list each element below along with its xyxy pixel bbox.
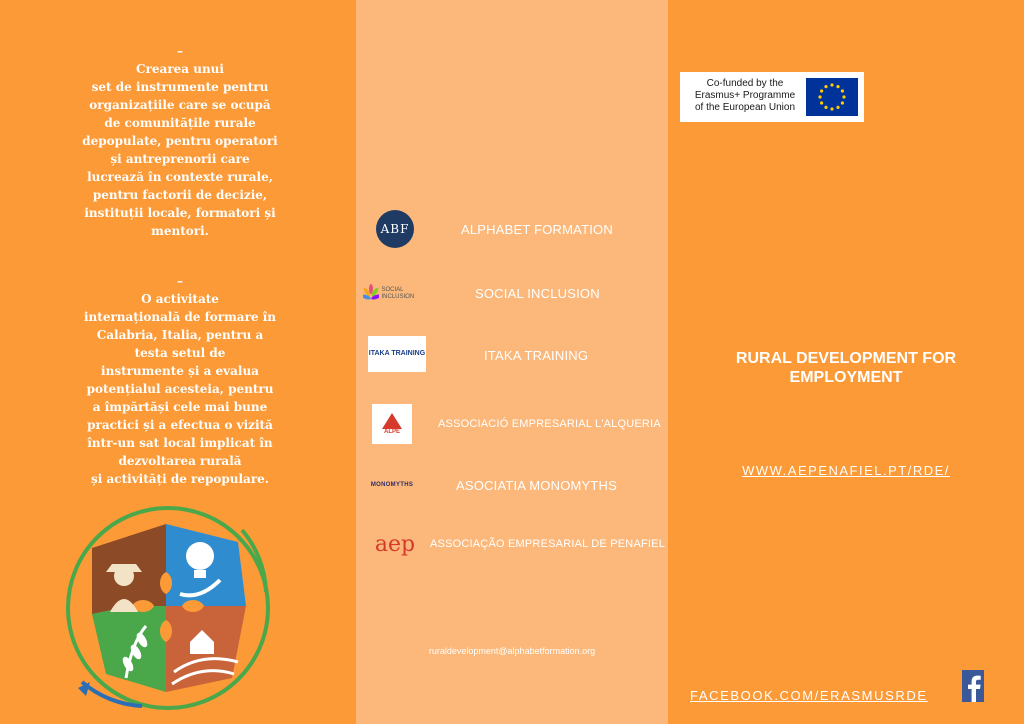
roof-icon [382, 413, 402, 429]
text-line: O activitate [141, 292, 219, 306]
text-line: practici și a efectua o vizită [87, 418, 273, 432]
badge-line: of the European Union [694, 102, 796, 113]
logo-text: ABF [380, 222, 410, 236]
title-line: RURAL DEVELOPMENT FOR [735, 350, 957, 367]
text-line: și antreprenorii care [110, 152, 250, 166]
text-line: într-un sat local implicat în [87, 436, 273, 450]
erasmus-badge-text [686, 78, 804, 114]
project-title [668, 349, 1024, 387]
text-line: organizațiile care se ocupă [89, 98, 271, 112]
partner-social-inclusion [356, 272, 668, 316]
text-line: lucrează în contexte rurale, [87, 170, 273, 184]
logo-text: ITAKA TRAINING [368, 350, 426, 357]
social-inclusion-logo-icon [362, 276, 415, 312]
logo-text: ALPE [383, 429, 400, 435]
text-line: și activități de repopulare. [91, 472, 269, 486]
partner-aep-penafiel [356, 518, 668, 562]
logo-text: MONOMYTHS [370, 482, 414, 488]
rural-development-puzzle-icon [62, 502, 274, 714]
partner-monomyths [356, 464, 668, 508]
erasmus-badge [680, 72, 864, 122]
partner-name: ITAKA TRAINING [484, 348, 589, 363]
website-link[interactable]: WWW.AEPENAFIEL.PT/RDE/ [742, 463, 950, 478]
logo-text: SOCIAL INCLUSION [381, 287, 415, 300]
objective-block-2 [60, 272, 300, 488]
dash: – [177, 44, 183, 58]
left-panel [0, 0, 356, 724]
text-line: mentori. [151, 224, 209, 238]
badge-line: Erasmus+ Programme [694, 90, 796, 101]
facebook-icon[interactable] [962, 670, 984, 702]
partner-alphabet-formation [356, 208, 668, 252]
partner-itaka-training [356, 334, 668, 378]
middle-panel [356, 0, 668, 724]
text-line: internațională de formare în [84, 310, 276, 324]
contact-email[interactable]: ruraldevelopment@alphabetformation.org [428, 646, 596, 656]
alqueria-logo-icon [372, 404, 412, 444]
partner-name: ASOCIATIA MONOMYTHS [456, 478, 618, 493]
text-line: depopulate, pentru operatori [82, 134, 278, 148]
flower-icon [363, 284, 379, 304]
abf-logo-icon [376, 210, 414, 248]
title-line: EMPLOYMENT [789, 369, 903, 386]
eu-flag-icon [806, 78, 858, 116]
monomyths-logo-icon [364, 478, 420, 492]
aep-logo-icon [368, 518, 422, 572]
partner-name: ASSOCIACIÓ EMPRESARIAL L'ALQUERIA [438, 418, 661, 430]
dash: – [177, 274, 183, 288]
text-line: instrumente și a evalua [101, 364, 259, 378]
text-line: instituții locale, formatori și [84, 206, 276, 220]
partner-alqueria [356, 402, 668, 446]
partner-name: SOCIAL INCLUSION [475, 286, 600, 301]
facebook-link[interactable]: FACEBOOK.COM/ERASMUSRDE [690, 688, 928, 703]
text-line: Crearea unui [136, 62, 224, 76]
right-panel [668, 0, 1024, 724]
itaka-logo-icon [368, 336, 426, 372]
partner-name: ASSOCIAÇÃO EMPRESARIAL DE PENAFIEL [430, 538, 666, 550]
objective-block-1 [60, 42, 300, 240]
logo-text: aep [374, 532, 416, 557]
text-line: Calabria, Italia, pentru a [96, 328, 264, 342]
badge-line: Co-funded by the [706, 78, 784, 89]
text-line: testa setul de [134, 346, 226, 360]
text-line: de comunitățile rurale [104, 116, 256, 130]
text-line: set de instrumente pentru [91, 80, 269, 94]
text-line: pentru factorii de decizie, [92, 188, 268, 202]
text-line: potențialul acesteia, pentru [86, 382, 274, 396]
text-line: a împărtăși cele mai bune [92, 400, 268, 414]
text-line: dezvoltarea rurală [118, 454, 242, 468]
partner-name: ALPHABET FORMATION [461, 222, 613, 237]
